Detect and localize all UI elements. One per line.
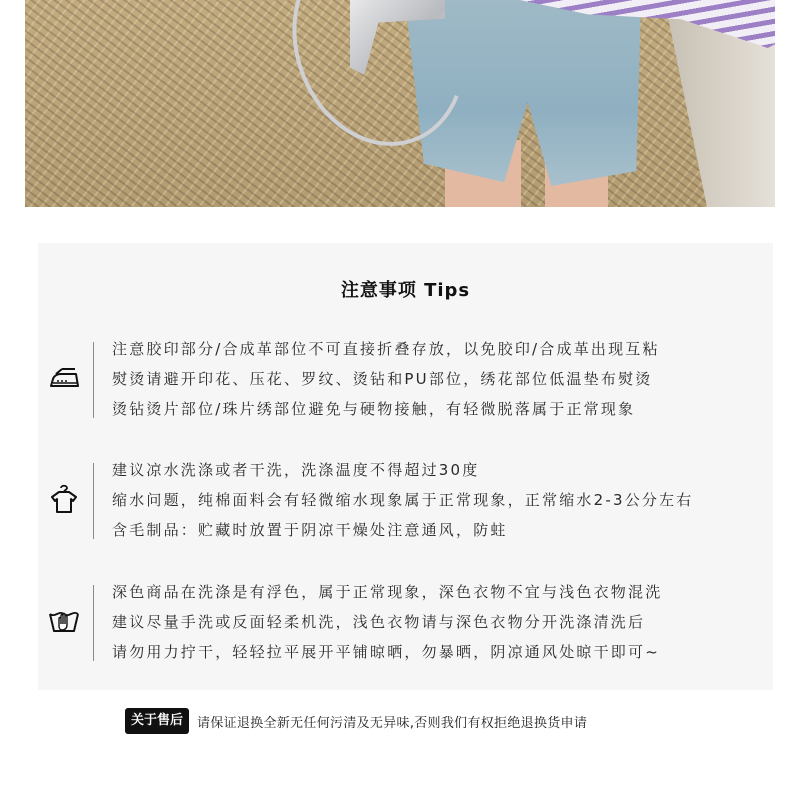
tips-title: 注意事项 Tips — [340, 280, 471, 301]
tip-line: 注意胶印部分/合成革部位不可直接折叠存放，以免胶印/合成革出现互粘 — [112, 340, 660, 358]
section-lines — [112, 577, 662, 667]
tip-line: 请勿用力拧干，轻轻拉平展开平铺晾晒，勿暴晒，阴凉通风处晾干即可~ — [112, 643, 660, 661]
after-sale-notice — [125, 708, 587, 734]
tip-line: 熨烫请避开印花、压花、罗纹、烫钻和PU部位，绣花部位低温垫布熨烫 — [112, 370, 653, 388]
tip-line: 缩水问题，纯棉面料会有轻微缩水现象属于正常现象，正常缩水2-3公分左右 — [112, 491, 694, 509]
after-sale-badge: 关于售后 — [125, 708, 189, 734]
tips-panel — [38, 243, 773, 690]
hanger-shirt-icon — [47, 482, 81, 516]
tip-line: 深色商品在洗涤是有浮色，属于正常现象，深色衣物不宜与浅色衣物混洗 — [112, 583, 663, 601]
iron-icon — [47, 362, 81, 396]
section-divider — [93, 585, 94, 661]
section-lines — [112, 334, 660, 424]
tip-line: 建议尽量手洗或反面轻柔机洗，浅色衣物请与深色衣物分开洗涤清洗后 — [112, 613, 646, 631]
section-divider — [93, 342, 94, 418]
section-lines — [112, 455, 694, 545]
product-photo — [25, 0, 775, 207]
after-sale-text: 请保证退换全新无任何污清及无异味,否则我们有权拒绝退换货申请 — [197, 715, 588, 731]
section-divider — [93, 463, 94, 539]
tip-line: 含毛制品：贮藏时放置于阴凉干燥处注意通风，防蛀 — [112, 521, 508, 539]
hand-wash-icon — [47, 603, 81, 637]
tip-line: 建议凉水洗涤或者干洗，洗涤温度不得超过30度 — [112, 461, 480, 479]
tip-line: 烫钻烫片部位/珠片绣部位避免与硬物接触，有轻微脱落属于正常现象 — [112, 400, 636, 418]
